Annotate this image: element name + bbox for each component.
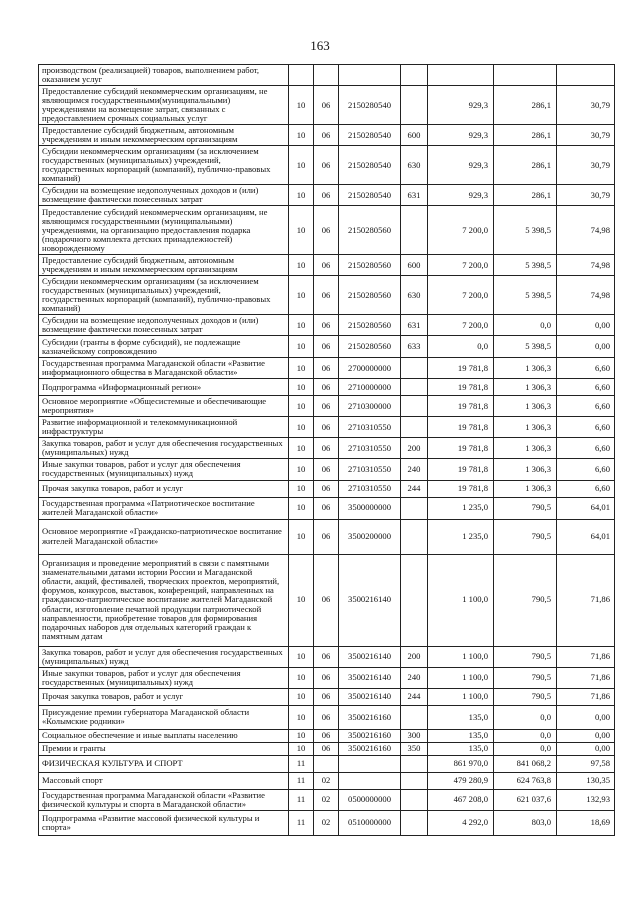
row-percent-cell: 6,60 bbox=[557, 417, 615, 438]
row-percent-cell: 6,60 bbox=[557, 480, 615, 497]
row-expense-type-cell: 600 bbox=[401, 125, 428, 146]
row-subsection-cell: 06 bbox=[314, 497, 339, 519]
row-plan-cell: 929,3 bbox=[428, 185, 494, 206]
row-subsection-cell: 02 bbox=[314, 772, 339, 789]
row-expense-type-cell bbox=[401, 417, 428, 438]
row-actual-cell: 0,0 bbox=[494, 705, 557, 729]
table-row bbox=[39, 480, 615, 497]
row-percent-cell: 64,01 bbox=[557, 519, 615, 554]
row-target-article-cell bbox=[339, 755, 401, 772]
row-percent-cell bbox=[557, 65, 615, 86]
row-percent-cell: 130,35 bbox=[557, 772, 615, 789]
row-actual-cell: 286,1 bbox=[494, 125, 557, 146]
row-plan-cell: 0,0 bbox=[428, 336, 494, 358]
row-percent-cell: 0,00 bbox=[557, 705, 615, 729]
row-actual-cell: 803,0 bbox=[494, 810, 557, 835]
table-row bbox=[39, 519, 615, 554]
row-name-cell: Субсидии некоммерческим организациям (за исключением государственных (муниципальных) учреждений, государственных корпораций (компаний), публично-правовых компаний) bbox=[39, 276, 289, 315]
row-expense-type-cell: 240 bbox=[401, 459, 428, 480]
row-name-cell: Субсидии на возмещение недополученных доходов и (или) возмещение фактически понесенных затрат bbox=[39, 185, 289, 206]
row-plan-cell: 7 200,0 bbox=[428, 206, 494, 255]
table-row bbox=[39, 276, 615, 315]
row-target-article-cell: 3500216140 bbox=[339, 667, 401, 688]
row-percent-cell: 74,98 bbox=[557, 276, 615, 315]
row-subsection-cell bbox=[314, 65, 339, 86]
table-row bbox=[39, 146, 615, 185]
row-subsection-cell: 06 bbox=[314, 742, 339, 755]
row-percent-cell: 6,60 bbox=[557, 459, 615, 480]
row-target-article-cell: 3500216160 bbox=[339, 742, 401, 755]
row-target-article-cell: 2150280560 bbox=[339, 255, 401, 276]
row-section-cell: 10 bbox=[289, 146, 314, 185]
table-row bbox=[39, 667, 615, 688]
row-percent-cell: 64,01 bbox=[557, 497, 615, 519]
row-actual-cell: 1 306,3 bbox=[494, 438, 557, 459]
row-section-cell: 10 bbox=[289, 86, 314, 125]
row-plan-cell: 7 200,0 bbox=[428, 255, 494, 276]
row-actual-cell: 1 306,3 bbox=[494, 459, 557, 480]
row-section-cell: 10 bbox=[289, 459, 314, 480]
row-section-cell: 10 bbox=[289, 417, 314, 438]
row-actual-cell: 790,5 bbox=[494, 497, 557, 519]
row-actual-cell: 5 398,5 bbox=[494, 336, 557, 358]
row-plan-cell: 135,0 bbox=[428, 705, 494, 729]
row-plan-cell: 135,0 bbox=[428, 742, 494, 755]
row-name-cell: производством (реализацией) товаров, выполнением работ, оказанием услуг bbox=[39, 65, 289, 86]
row-plan-cell: 1 100,0 bbox=[428, 646, 494, 667]
row-expense-type-cell bbox=[401, 396, 428, 417]
row-name-cell: Предоставление субсидий бюджетным, автономным учреждениям и иным некоммерческим организациям bbox=[39, 125, 289, 146]
row-target-article-cell: 0500000000 bbox=[339, 789, 401, 810]
row-percent-cell: 0,00 bbox=[557, 315, 615, 336]
row-name-cell: Развитие информационной и телекоммуникационной инфраструктуры bbox=[39, 417, 289, 438]
row-target-article-cell: 3500216160 bbox=[339, 705, 401, 729]
row-percent-cell: 0,00 bbox=[557, 336, 615, 358]
row-expense-type-cell: 300 bbox=[401, 729, 428, 742]
row-section-cell: 10 bbox=[289, 554, 314, 646]
row-plan-cell bbox=[428, 65, 494, 86]
row-actual-cell: 1 306,3 bbox=[494, 417, 557, 438]
row-subsection-cell: 06 bbox=[314, 336, 339, 358]
row-section-cell bbox=[289, 65, 314, 86]
table-row bbox=[39, 789, 615, 810]
row-target-article-cell bbox=[339, 65, 401, 86]
row-section-cell: 11 bbox=[289, 755, 314, 772]
row-expense-type-cell bbox=[401, 705, 428, 729]
row-name-cell: Иные закупки товаров, работ и услуг для обеспечения государственных (муниципальных) нужд bbox=[39, 459, 289, 480]
row-subsection-cell: 06 bbox=[314, 688, 339, 705]
row-target-article-cell: 3500216160 bbox=[339, 729, 401, 742]
row-target-article-cell: 2150280560 bbox=[339, 206, 401, 255]
row-expense-type-cell bbox=[401, 86, 428, 125]
row-name-cell: Иные закупки товаров, работ и услуг для обеспечения государственных (муниципальных) нужд bbox=[39, 667, 289, 688]
row-plan-cell: 929,3 bbox=[428, 146, 494, 185]
row-actual-cell: 1 306,3 bbox=[494, 480, 557, 497]
row-section-cell: 10 bbox=[289, 667, 314, 688]
table-row bbox=[39, 438, 615, 459]
row-actual-cell: 5 398,5 bbox=[494, 276, 557, 315]
row-plan-cell: 1 100,0 bbox=[428, 688, 494, 705]
row-plan-cell: 467 208,0 bbox=[428, 789, 494, 810]
row-expense-type-cell: 633 bbox=[401, 336, 428, 358]
row-percent-cell: 71,86 bbox=[557, 667, 615, 688]
row-section-cell: 10 bbox=[289, 438, 314, 459]
row-name-cell: Предоставление субсидий бюджетным, автономным учреждениям и иным некоммерческим организациям bbox=[39, 255, 289, 276]
row-subsection-cell bbox=[314, 755, 339, 772]
row-expense-type-cell: 350 bbox=[401, 742, 428, 755]
table-row bbox=[39, 742, 615, 755]
table-row bbox=[39, 336, 615, 358]
row-percent-cell: 132,93 bbox=[557, 789, 615, 810]
table-row bbox=[39, 417, 615, 438]
row-section-cell: 10 bbox=[289, 396, 314, 417]
row-plan-cell: 19 781,8 bbox=[428, 459, 494, 480]
row-section-cell: 10 bbox=[289, 185, 314, 206]
row-section-cell: 10 bbox=[289, 742, 314, 755]
row-expense-type-cell bbox=[401, 379, 428, 396]
row-name-cell: Подпрограмма «Информационный регион» bbox=[39, 379, 289, 396]
row-plan-cell: 929,3 bbox=[428, 86, 494, 125]
table-row bbox=[39, 65, 615, 86]
row-subsection-cell: 06 bbox=[314, 417, 339, 438]
row-section-cell: 10 bbox=[289, 125, 314, 146]
table-row bbox=[39, 396, 615, 417]
row-subsection-cell: 06 bbox=[314, 459, 339, 480]
row-name-cell: Массовый спорт bbox=[39, 772, 289, 789]
table-row bbox=[39, 755, 615, 772]
table-row bbox=[39, 646, 615, 667]
row-plan-cell: 929,3 bbox=[428, 125, 494, 146]
row-subsection-cell: 06 bbox=[314, 185, 339, 206]
row-plan-cell: 1 100,0 bbox=[428, 667, 494, 688]
row-expense-type-cell bbox=[401, 497, 428, 519]
table-row bbox=[39, 185, 615, 206]
row-section-cell: 10 bbox=[289, 206, 314, 255]
row-name-cell: Государственная программа Магаданской области «Развитие информационного общества в Магаданской области» bbox=[39, 358, 289, 379]
row-section-cell: 10 bbox=[289, 705, 314, 729]
row-percent-cell: 0,00 bbox=[557, 742, 615, 755]
row-target-article-cell: 2710310550 bbox=[339, 480, 401, 497]
row-subsection-cell: 06 bbox=[314, 125, 339, 146]
row-subsection-cell: 06 bbox=[314, 276, 339, 315]
row-section-cell: 10 bbox=[289, 646, 314, 667]
row-plan-cell: 19 781,8 bbox=[428, 438, 494, 459]
row-percent-cell: 18,69 bbox=[557, 810, 615, 835]
row-actual-cell: 790,5 bbox=[494, 554, 557, 646]
row-section-cell: 10 bbox=[289, 480, 314, 497]
row-plan-cell: 1 100,0 bbox=[428, 554, 494, 646]
row-actual-cell: 624 763,8 bbox=[494, 772, 557, 789]
row-actual-cell: 0,0 bbox=[494, 742, 557, 755]
row-expense-type-cell: 240 bbox=[401, 667, 428, 688]
row-plan-cell: 19 781,8 bbox=[428, 358, 494, 379]
row-expense-type-cell: 200 bbox=[401, 646, 428, 667]
row-target-article-cell bbox=[339, 772, 401, 789]
table-row bbox=[39, 772, 615, 789]
row-section-cell: 10 bbox=[289, 358, 314, 379]
row-section-cell: 10 bbox=[289, 276, 314, 315]
row-actual-cell: 0,0 bbox=[494, 729, 557, 742]
row-plan-cell: 1 235,0 bbox=[428, 497, 494, 519]
row-target-article-cell: 2150280560 bbox=[339, 276, 401, 315]
row-percent-cell: 71,86 bbox=[557, 554, 615, 646]
row-target-article-cell: 2710310550 bbox=[339, 459, 401, 480]
row-subsection-cell: 02 bbox=[314, 810, 339, 835]
row-subsection-cell: 06 bbox=[314, 255, 339, 276]
row-subsection-cell: 06 bbox=[314, 705, 339, 729]
row-section-cell: 10 bbox=[289, 315, 314, 336]
table-row bbox=[39, 379, 615, 396]
table-row bbox=[39, 729, 615, 742]
page-number: 163 bbox=[310, 38, 330, 53]
row-section-cell: 10 bbox=[289, 497, 314, 519]
row-name-cell: Прочая закупка товаров, работ и услуг bbox=[39, 480, 289, 497]
row-subsection-cell: 06 bbox=[314, 480, 339, 497]
row-section-cell: 10 bbox=[289, 519, 314, 554]
row-actual-cell: 286,1 bbox=[494, 146, 557, 185]
row-expense-type-cell bbox=[401, 65, 428, 86]
row-actual-cell: 286,1 bbox=[494, 185, 557, 206]
row-name-cell: Основное мероприятие «Гражданско-патриотическое воспитание жителей Магаданской области» bbox=[39, 519, 289, 554]
row-name-cell: Закупка товаров, работ и услуг для обеспечения государственных (муниципальных) нужд bbox=[39, 438, 289, 459]
row-expense-type-cell: 244 bbox=[401, 480, 428, 497]
row-plan-cell: 7 200,0 bbox=[428, 315, 494, 336]
row-actual-cell: 841 068,2 bbox=[494, 755, 557, 772]
row-actual-cell: 621 037,6 bbox=[494, 789, 557, 810]
row-expense-type-cell bbox=[401, 810, 428, 835]
row-percent-cell: 30,79 bbox=[557, 86, 615, 125]
row-actual-cell: 790,5 bbox=[494, 646, 557, 667]
row-name-cell: Основное мероприятие «Общесистемные и обеспечивающие мероприятия» bbox=[39, 396, 289, 417]
row-percent-cell: 0,00 bbox=[557, 729, 615, 742]
row-subsection-cell: 06 bbox=[314, 438, 339, 459]
table-body bbox=[39, 65, 615, 836]
row-target-article-cell: 0510000000 bbox=[339, 810, 401, 835]
row-actual-cell: 790,5 bbox=[494, 519, 557, 554]
row-plan-cell: 135,0 bbox=[428, 729, 494, 742]
table-row bbox=[39, 810, 615, 835]
row-percent-cell: 30,79 bbox=[557, 146, 615, 185]
row-name-cell: Государственная программа Магаданской области «Развитие физической культуры и спорта в Магаданской области» bbox=[39, 789, 289, 810]
row-target-article-cell: 2710310550 bbox=[339, 417, 401, 438]
row-percent-cell: 6,60 bbox=[557, 358, 615, 379]
row-target-article-cell: 3500216140 bbox=[339, 646, 401, 667]
row-name-cell: Предоставление субсидий некоммерческим организациям, не являющимся государственными(муниципальными) учреждениями на возмещение затрат, связанных с предоставлением срочных социальных услуг bbox=[39, 86, 289, 125]
row-actual-cell: 790,5 bbox=[494, 667, 557, 688]
row-name-cell: Субсидии на возмещение недополученных доходов и (или) возмещение фактически понесенных затрат bbox=[39, 315, 289, 336]
row-name-cell: Подпрограмма «Развитие массовой физической культуры и спорта» bbox=[39, 810, 289, 835]
row-target-article-cell: 2150280540 bbox=[339, 185, 401, 206]
row-plan-cell: 7 200,0 bbox=[428, 276, 494, 315]
row-subsection-cell: 06 bbox=[314, 646, 339, 667]
row-section-cell: 10 bbox=[289, 379, 314, 396]
row-target-article-cell: 2710000000 bbox=[339, 379, 401, 396]
row-subsection-cell: 06 bbox=[314, 315, 339, 336]
row-subsection-cell: 06 bbox=[314, 729, 339, 742]
row-expense-type-cell: 200 bbox=[401, 438, 428, 459]
row-subsection-cell: 06 bbox=[314, 358, 339, 379]
row-percent-cell: 97,58 bbox=[557, 755, 615, 772]
table-row bbox=[39, 459, 615, 480]
table-row bbox=[39, 358, 615, 379]
row-section-cell: 11 bbox=[289, 772, 314, 789]
table-row bbox=[39, 497, 615, 519]
table-row bbox=[39, 206, 615, 255]
row-plan-cell: 1 235,0 bbox=[428, 519, 494, 554]
row-percent-cell: 6,60 bbox=[557, 396, 615, 417]
row-actual-cell: 0,0 bbox=[494, 315, 557, 336]
row-percent-cell: 71,86 bbox=[557, 646, 615, 667]
row-percent-cell: 6,60 bbox=[557, 379, 615, 396]
row-target-article-cell: 3500000000 bbox=[339, 497, 401, 519]
row-target-article-cell: 2150280540 bbox=[339, 86, 401, 125]
row-actual-cell: 790,5 bbox=[494, 688, 557, 705]
row-percent-cell: 74,98 bbox=[557, 255, 615, 276]
row-expense-type-cell: 630 bbox=[401, 276, 428, 315]
row-subsection-cell: 06 bbox=[314, 667, 339, 688]
row-actual-cell bbox=[494, 65, 557, 86]
row-name-cell: Организация и проведение мероприятий в связи с памятными знаменательными датами истории России и Магаданской области, акций, фестивалей, творческих проектов, мероприятий, форумов, конкурсов, выставок, конференций, направленных на гражданско-патриотическое воспитание жителей Магаданской области, изготовление печатной продукции патриотической направленности, приобретение товаров для формирования подарочных наборов для отдельных категорий граждан к памятным датам bbox=[39, 554, 289, 646]
row-name-cell: ФИЗИЧЕСКАЯ КУЛЬТУРА И СПОРТ bbox=[39, 755, 289, 772]
row-section-cell: 10 bbox=[289, 255, 314, 276]
row-name-cell: Предоставление субсидий некоммерческим организациям, не являющимся государственными (муниципальными) учреждениями, на организацию предоставления подарка (подарочного комплекта детских принадлежностей) новорожденному bbox=[39, 206, 289, 255]
row-expense-type-cell bbox=[401, 789, 428, 810]
row-expense-type-cell bbox=[401, 519, 428, 554]
table-row bbox=[39, 255, 615, 276]
row-section-cell: 11 bbox=[289, 789, 314, 810]
row-percent-cell: 30,79 bbox=[557, 125, 615, 146]
row-expense-type-cell bbox=[401, 554, 428, 646]
row-percent-cell: 71,86 bbox=[557, 688, 615, 705]
row-subsection-cell: 06 bbox=[314, 519, 339, 554]
row-expense-type-cell: 630 bbox=[401, 146, 428, 185]
row-actual-cell: 286,1 bbox=[494, 86, 557, 125]
row-name-cell: Субсидии некоммерческим организациям (за исключением государственных (муниципальных) учреждений, государственных корпораций (компаний), публично-правовых компаний) bbox=[39, 146, 289, 185]
row-plan-cell: 861 970,0 bbox=[428, 755, 494, 772]
row-actual-cell: 1 306,3 bbox=[494, 396, 557, 417]
row-name-cell: Государственная программа «Патриотическое воспитание жителей Магаданской области» bbox=[39, 497, 289, 519]
row-expense-type-cell: 631 bbox=[401, 185, 428, 206]
table-row bbox=[39, 125, 615, 146]
row-expense-type-cell: 600 bbox=[401, 255, 428, 276]
row-section-cell: 10 bbox=[289, 729, 314, 742]
row-subsection-cell: 06 bbox=[314, 396, 339, 417]
row-target-article-cell: 3500216140 bbox=[339, 688, 401, 705]
row-target-article-cell: 3500216140 bbox=[339, 554, 401, 646]
row-plan-cell: 19 781,8 bbox=[428, 480, 494, 497]
row-target-article-cell: 2150280540 bbox=[339, 125, 401, 146]
row-actual-cell: 1 306,3 bbox=[494, 379, 557, 396]
row-expense-type-cell: 631 bbox=[401, 315, 428, 336]
table-row bbox=[39, 315, 615, 336]
row-actual-cell: 5 398,5 bbox=[494, 206, 557, 255]
row-name-cell: Субсидии (гранты в форме субсидий), не подлежащие казначейскому сопровождению bbox=[39, 336, 289, 358]
row-expense-type-cell: 244 bbox=[401, 688, 428, 705]
row-actual-cell: 1 306,3 bbox=[494, 358, 557, 379]
row-name-cell: Закупка товаров, работ и услуг для обеспечения государственных (муниципальных) нужд bbox=[39, 646, 289, 667]
row-plan-cell: 19 781,8 bbox=[428, 379, 494, 396]
row-section-cell: 10 bbox=[289, 688, 314, 705]
row-percent-cell: 30,79 bbox=[557, 185, 615, 206]
row-section-cell: 11 bbox=[289, 810, 314, 835]
row-subsection-cell: 02 bbox=[314, 789, 339, 810]
row-target-article-cell: 3500200000 bbox=[339, 519, 401, 554]
row-subsection-cell: 06 bbox=[314, 146, 339, 185]
row-subsection-cell: 06 bbox=[314, 86, 339, 125]
row-name-cell: Социальное обеспечение и иные выплаты населению bbox=[39, 729, 289, 742]
table-row bbox=[39, 688, 615, 705]
row-target-article-cell: 2150280540 bbox=[339, 146, 401, 185]
row-plan-cell: 19 781,8 bbox=[428, 396, 494, 417]
row-name-cell: Присуждение премии губернатора Магаданской области «Колымские родники» bbox=[39, 705, 289, 729]
row-expense-type-cell bbox=[401, 358, 428, 379]
row-target-article-cell: 2700000000 bbox=[339, 358, 401, 379]
row-plan-cell: 479 280,9 bbox=[428, 772, 494, 789]
table-row bbox=[39, 705, 615, 729]
row-section-cell: 10 bbox=[289, 336, 314, 358]
row-plan-cell: 19 781,8 bbox=[428, 417, 494, 438]
row-subsection-cell: 06 bbox=[314, 379, 339, 396]
table-row bbox=[39, 86, 615, 125]
row-actual-cell: 5 398,5 bbox=[494, 255, 557, 276]
row-percent-cell: 74,98 bbox=[557, 206, 615, 255]
row-target-article-cell: 2150280560 bbox=[339, 336, 401, 358]
row-target-article-cell: 2150280560 bbox=[339, 315, 401, 336]
row-target-article-cell: 2710300000 bbox=[339, 396, 401, 417]
row-expense-type-cell bbox=[401, 755, 428, 772]
row-name-cell: Прочая закупка товаров, работ и услуг bbox=[39, 688, 289, 705]
row-subsection-cell: 06 bbox=[314, 206, 339, 255]
row-expense-type-cell bbox=[401, 206, 428, 255]
row-plan-cell: 4 292,0 bbox=[428, 810, 494, 835]
row-target-article-cell: 2710310550 bbox=[339, 438, 401, 459]
table-row bbox=[39, 554, 615, 646]
budget-table bbox=[38, 64, 615, 836]
row-subsection-cell: 06 bbox=[314, 554, 339, 646]
row-expense-type-cell bbox=[401, 772, 428, 789]
row-name-cell: Премии и гранты bbox=[39, 742, 289, 755]
row-percent-cell: 6,60 bbox=[557, 438, 615, 459]
